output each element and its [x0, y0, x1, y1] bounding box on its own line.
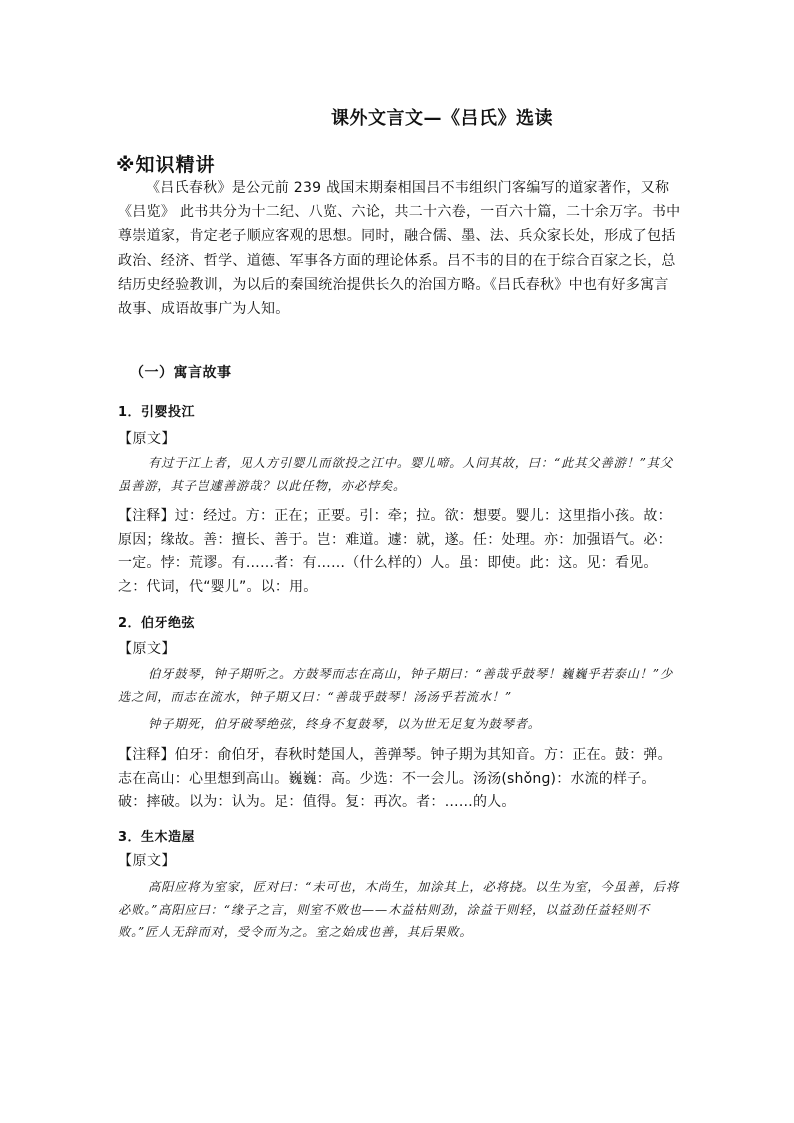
notes-text: 【注释】伯牙：俞伯牙，春秋时楚国人，善弹琴。钟子期为其知音。方：正在。鼓：弹。志在高山：心里想到高山。巍巍：高。少选：不一会儿。汤汤(shǒnɡ)：水流的样子。破：摔破。以为：认为。足：值得。复：再次。者：……的人。: [118, 747, 672, 811]
original-label: 【原文】: [118, 853, 176, 869]
original-text-continued: 钟子期死，伯牙破琴绝弦，终身不复鼓琴，以为世无足复为鼓琴者。: [148, 717, 541, 731]
original-text: 有过于江上者，见人方引婴儿而欲投之江中。婴儿啼。人问其故，曰：“此其父善游！”其父虽善游，其子岂遽善游哉？以此任物，亦必悖矣。: [118, 456, 673, 493]
page-title: 课外文言文—《吕氏》选读: [331, 108, 553, 129]
notes-text: 【注释】过：经过。方：正在；正要。引：牵；拉。欲：想要。婴儿：这里指小孩。故：原因；缘故。善：擅长、善于。岂：难道。遽：就，遂。任：处理。亦：加强语气。必：一定。悖：荒谬。有……者：有……（什么样的）人。虽：即使。此：这。见：看见。之：代词，代“婴儿”。以：用。: [118, 508, 672, 595]
story-heading: 1．引婴投江: [118, 405, 196, 420]
original-label: 【原文】: [118, 431, 176, 447]
subsection-heading: （一）寓言故事: [130, 365, 232, 381]
story-heading: 3．生木造屋: [118, 830, 196, 845]
original-text: 伯牙鼓琴，钟子期听之。方鼓琴而志在高山，钟子期曰：“善哉乎鼓琴！巍巍乎若泰山！”少选之间，而志在流水，钟子期又曰：“善哉乎鼓琴！汤汤乎若流水！”: [118, 667, 673, 704]
original-label: 【原文】: [118, 641, 176, 657]
intro-paragraph: [118, 176, 681, 321]
intro-text: 《吕氏春秋》是公元前 239 战国末期秦相国吕不韦组织门客编写的道家著作，又称《吕览》 此书共分为十二纪、八览、六论，共二十六卷，一百六十篇，二十余万字。书中尊崇道家，肯定老子顺应客观的思想。同时，融合儒、墨、法、兵众家长处，形成了包括政治、经济、哲学、道德、军事各方面的理论体系。吕不韦的目的在于综合百家之长，总结历史经验教训，为以后的秦国统治提供长久的治国方略。《吕氏春秋》中也有好多寓言故事、成语故事广为人知。: [118, 180, 681, 318]
story-heading: 2．伯牙绝弦: [118, 616, 196, 631]
original-text: 高阳应将为室家，匠对曰：“未可也，木尚生，加涂其上，必将挠。以生为室，今虽善，后将必败。”高阳应曰：“缘子之言，则室不败也——木益枯则劲，涂益干则轻，以益劲任益轻则不败。”匠人无辞而对，受令而为之。室之始成也善，其后果败。: [118, 880, 679, 939]
section-heading: ※知识精讲: [116, 154, 216, 176]
